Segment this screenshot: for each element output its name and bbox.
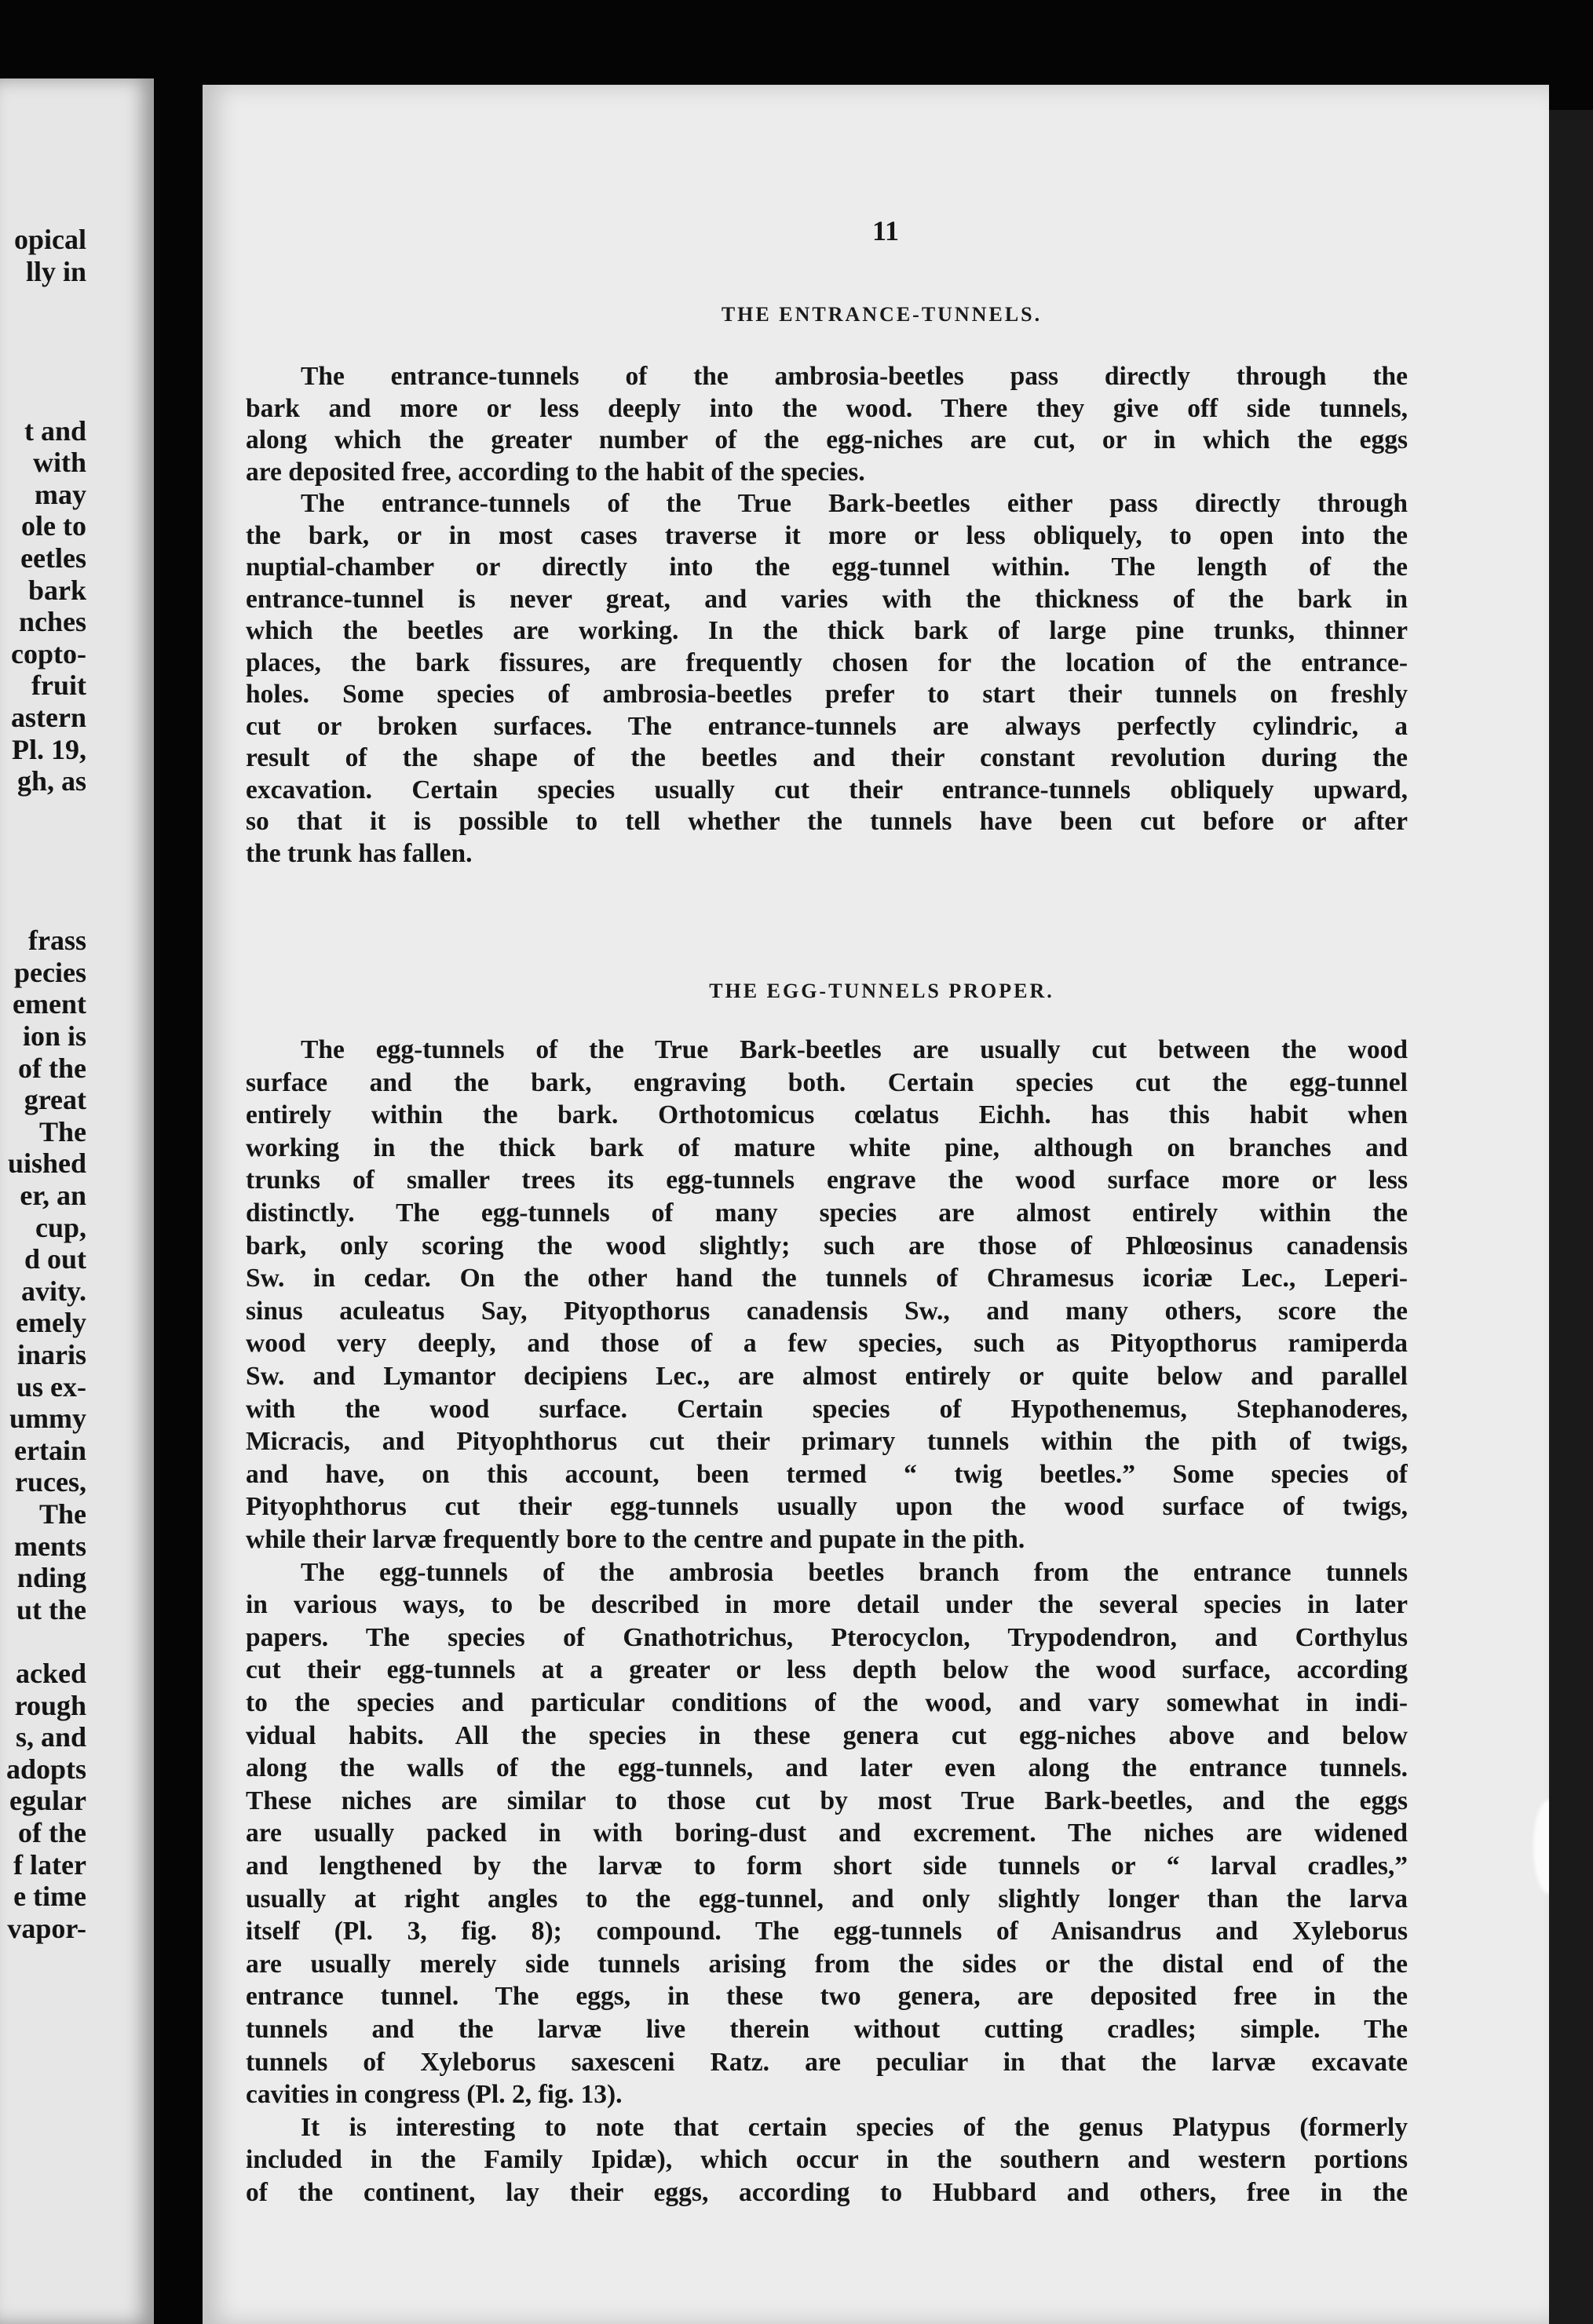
text-line: along which the greater number of the egg-niches are cut, or in which the eggs xyxy=(246,425,1408,454)
left-page-line: with xyxy=(32,447,86,479)
text-line: the trunk has fallen. xyxy=(246,838,473,868)
text-line: cavities in congress (Pl. 2, fig. 13). xyxy=(246,2080,623,2110)
text-line: excavation. Certain species usually cut their entrance-tunnels obliquely upward, xyxy=(246,775,1408,804)
left-page-line: adopts xyxy=(5,1753,86,1785)
text-line: Pityophthorus cut their egg-tunnels usually upon the wood surface of twigs, xyxy=(246,1492,1408,1522)
text-line: Sw. and Lymantor decipiens Lec., are almost entirely or quite below and parallel xyxy=(246,1362,1408,1391)
left-page-line: cup, xyxy=(35,1211,86,1243)
text-line: tunnels and the larvæ live therein without cutting cradles; simple. The xyxy=(246,2015,1408,2044)
text-line: while their larvæ frequently bore to the centre and pupate in the pith. xyxy=(246,1525,1025,1554)
left-page-line: acked xyxy=(16,1658,86,1689)
text-line: The entrance-tunnels of the ambrosia-beetles pass directly through the xyxy=(301,362,1408,391)
left-page-line: copto- xyxy=(11,637,86,669)
left-page-line: uished xyxy=(7,1147,86,1180)
left-page-line: opical xyxy=(13,224,86,255)
left-page-line: ole to xyxy=(21,510,86,542)
text-line: working in the thick bark of mature white pine, although on branches and xyxy=(246,1133,1408,1162)
left-page-line: s, and xyxy=(15,1721,86,1753)
left-page-line: rough xyxy=(14,1689,86,1721)
left-page-line: may xyxy=(35,478,86,510)
left-page-line: nding xyxy=(16,1562,86,1594)
text-line: bark and more or less deeply into the wood. There they give off side tunnels, xyxy=(246,393,1408,423)
text-line: of the continent, lay their eggs, according to Hubbard and others, free in the xyxy=(246,2178,1408,2207)
text-line: entrance tunnel. The eggs, in these two genera, are deposited free in the xyxy=(246,1982,1408,2012)
text-line: The egg-tunnels of the ambrosia beetles branch from the entrance tunnels xyxy=(301,1557,1408,1587)
text-line: itself (Pl. 3, fig. 8); compound. The egg-tunnels of Anisandrus and Xyleborus xyxy=(246,1917,1408,1946)
text-line: and lengthened by the larvæ to form short side tunnels or “ larval cradles,” xyxy=(246,1852,1408,1881)
left-page-line: ertain xyxy=(14,1434,86,1466)
left-page-line: ion is xyxy=(22,1020,86,1052)
text-line: in various ways, to be described in more detail under the several species in later xyxy=(246,1590,1408,1620)
text-line: papers. The species of Gnathotrichus, Pterocyclon, Trypodendron, and Corthylus xyxy=(246,1622,1408,1652)
left-page-line: fruit xyxy=(31,669,86,702)
left-page-line: The xyxy=(38,1115,86,1147)
left-page-line: ement xyxy=(13,988,86,1020)
text-line: Micracis, and Pityophthorus cut their primary tunnels within the pith of twigs, xyxy=(246,1427,1408,1457)
text-line: along the walls of the egg-tunnels, and later even along the entrance tunnels. xyxy=(246,1753,1408,1783)
text-line: tunnels of Xyleborus saxesceni Ratz. are peculiar in that the larvæ excavate xyxy=(246,2047,1408,2077)
left-page-line: The xyxy=(38,1498,86,1530)
left-page-line: avity. xyxy=(20,1275,86,1307)
text-line: vidual habits. All the species in these genera cut egg-niches above and below xyxy=(246,1720,1408,1750)
text-line: are usually merely side tunnels arising from the sides or the distal end of the xyxy=(246,1949,1408,1979)
scan-bleed-mark xyxy=(1533,1800,1549,1894)
book-page-11 xyxy=(203,85,1549,2324)
text-line: These niches are similar to those cut by most True Bark-beetles, and the eggs xyxy=(246,1786,1408,1815)
text-line: entrance-tunnel is never great, and varies with the thickness of the bark in xyxy=(246,584,1408,614)
left-page-line: t and xyxy=(24,414,86,447)
text-line: included in the Family Ipidæ), which occur in the southern and western portions xyxy=(246,2145,1408,2175)
left-page-line: f later xyxy=(13,1848,86,1881)
text-line: distinctly. The egg-tunnels of many species are almost entirely within the xyxy=(246,1198,1408,1228)
text-line: usually at right angles to the egg-tunnel, and only slightly longer than the larva xyxy=(246,1884,1408,1914)
left-page-line: bark xyxy=(27,574,86,606)
left-page-line: emely xyxy=(16,1307,86,1339)
left-page-line: us ex- xyxy=(16,1370,86,1403)
section-heading-entrance-tunnels: THE ENTRANCE-TUNNELS. xyxy=(721,303,1043,326)
text-line: result of the shape of the beetles and their constant revolution during the xyxy=(246,743,1408,772)
text-line: holes. Some species of ambrosia-beetles prefer to start their tunnels on freshly xyxy=(246,680,1408,709)
text-line: to the species and particular conditions of the wood, and vary somewhat in indi- xyxy=(246,1688,1408,1717)
text-line: so that it is possible to tell whether the tunnels have been cut before or after xyxy=(246,807,1408,836)
section-heading-egg-tunnels: THE EGG-TUNNELS PROPER. xyxy=(709,980,1054,1002)
left-page-line: astern xyxy=(11,702,86,733)
page-edge-shadow xyxy=(1549,110,1593,2324)
left-page-line: er, an xyxy=(20,1180,86,1211)
left-page-line: great xyxy=(24,1084,86,1116)
left-page-line: nches xyxy=(18,606,86,638)
left-page-line: gh, as xyxy=(16,765,86,797)
text-line: Sw. in cedar. On the other hand the tunnels of Chramesus icoriæ Lec., Leperi- xyxy=(246,1264,1408,1293)
left-page-line: of the xyxy=(18,1052,86,1084)
text-line: cut their egg-tunnels at a greater or less depth below the wood surface, according xyxy=(246,1655,1408,1685)
left-page-line: egular xyxy=(9,1785,86,1817)
text-line: sinus aculeatus Say, Pityopthorus canadensis Sw., and many others, score the xyxy=(246,1296,1408,1326)
text-line: and have, on this account, been termed “ twig beetles.” Some species of xyxy=(246,1459,1408,1489)
left-page-line: lly in xyxy=(25,255,86,287)
left-page-line: frass xyxy=(28,925,86,957)
left-page-line: Pl. 19, xyxy=(12,733,86,765)
text-line: wood very deeply, and those of a few species, such as Pityopthorus ramiperda xyxy=(246,1329,1408,1359)
text-line: The egg-tunnels of the True Bark-beetles are usually cut between the wood xyxy=(301,1035,1408,1064)
left-page-line: ruces, xyxy=(15,1466,86,1498)
text-line: which the beetles are working. In the thick bark of large pine trunks, thinner xyxy=(246,616,1408,645)
left-page-line: e time xyxy=(13,1881,86,1913)
left-page-line: of the xyxy=(18,1817,86,1848)
text-line: the bark, or in most cases traverse it more or less obliquely, to open into the xyxy=(246,520,1408,550)
text-line: It is interesting to note that certain species of the genus Platypus (formerly xyxy=(301,2112,1408,2142)
text-line: cut or broken surfaces. The entrance-tunnels are always perfectly cylindric, a xyxy=(246,711,1408,741)
left-page-line: vapor- xyxy=(7,1912,86,1944)
left-page-line: d out xyxy=(24,1243,86,1275)
text-line: with the wood surface. Certain species of Hypothenemus, Stephanoderes, xyxy=(246,1394,1408,1424)
text-line: surface and the bark, engraving both. Certain species cut the egg-tunnel xyxy=(246,1067,1408,1097)
left-page-line: ut the xyxy=(16,1593,86,1625)
left-page-line: pecies xyxy=(14,956,86,988)
page-number: 11 xyxy=(871,215,899,246)
left-page-line: inaris xyxy=(16,1339,86,1370)
text-line: are deposited free, according to the habit of the species. xyxy=(246,457,865,487)
previous-page-fragment xyxy=(0,78,154,2324)
text-line: trunks of smaller trees its egg-tunnels engrave the wood surface more or less xyxy=(246,1166,1408,1195)
text-line: nuptial-chamber or directly into the egg-tunnel within. The length of the xyxy=(246,553,1408,582)
text-line: entirely within the bark. Orthotomicus cœlatus Eichh. has this habit when xyxy=(246,1100,1408,1130)
left-page-line: eetles xyxy=(20,542,86,574)
left-page-line: ments xyxy=(14,1530,86,1562)
text-line: places, the bark fissures, are frequently chosen for the location of the entrance- xyxy=(246,648,1408,677)
text-line: The entrance-tunnels of the True Bark-beetles either pass directly through xyxy=(301,489,1408,518)
text-line: bark, only scoring the wood slightly; such are those of Phlœosinus canadensis xyxy=(246,1231,1408,1261)
text-line: are usually packed in with boring-dust and excrement. The niches are widened xyxy=(246,1819,1408,1848)
left-page-line: ummy xyxy=(9,1403,86,1435)
